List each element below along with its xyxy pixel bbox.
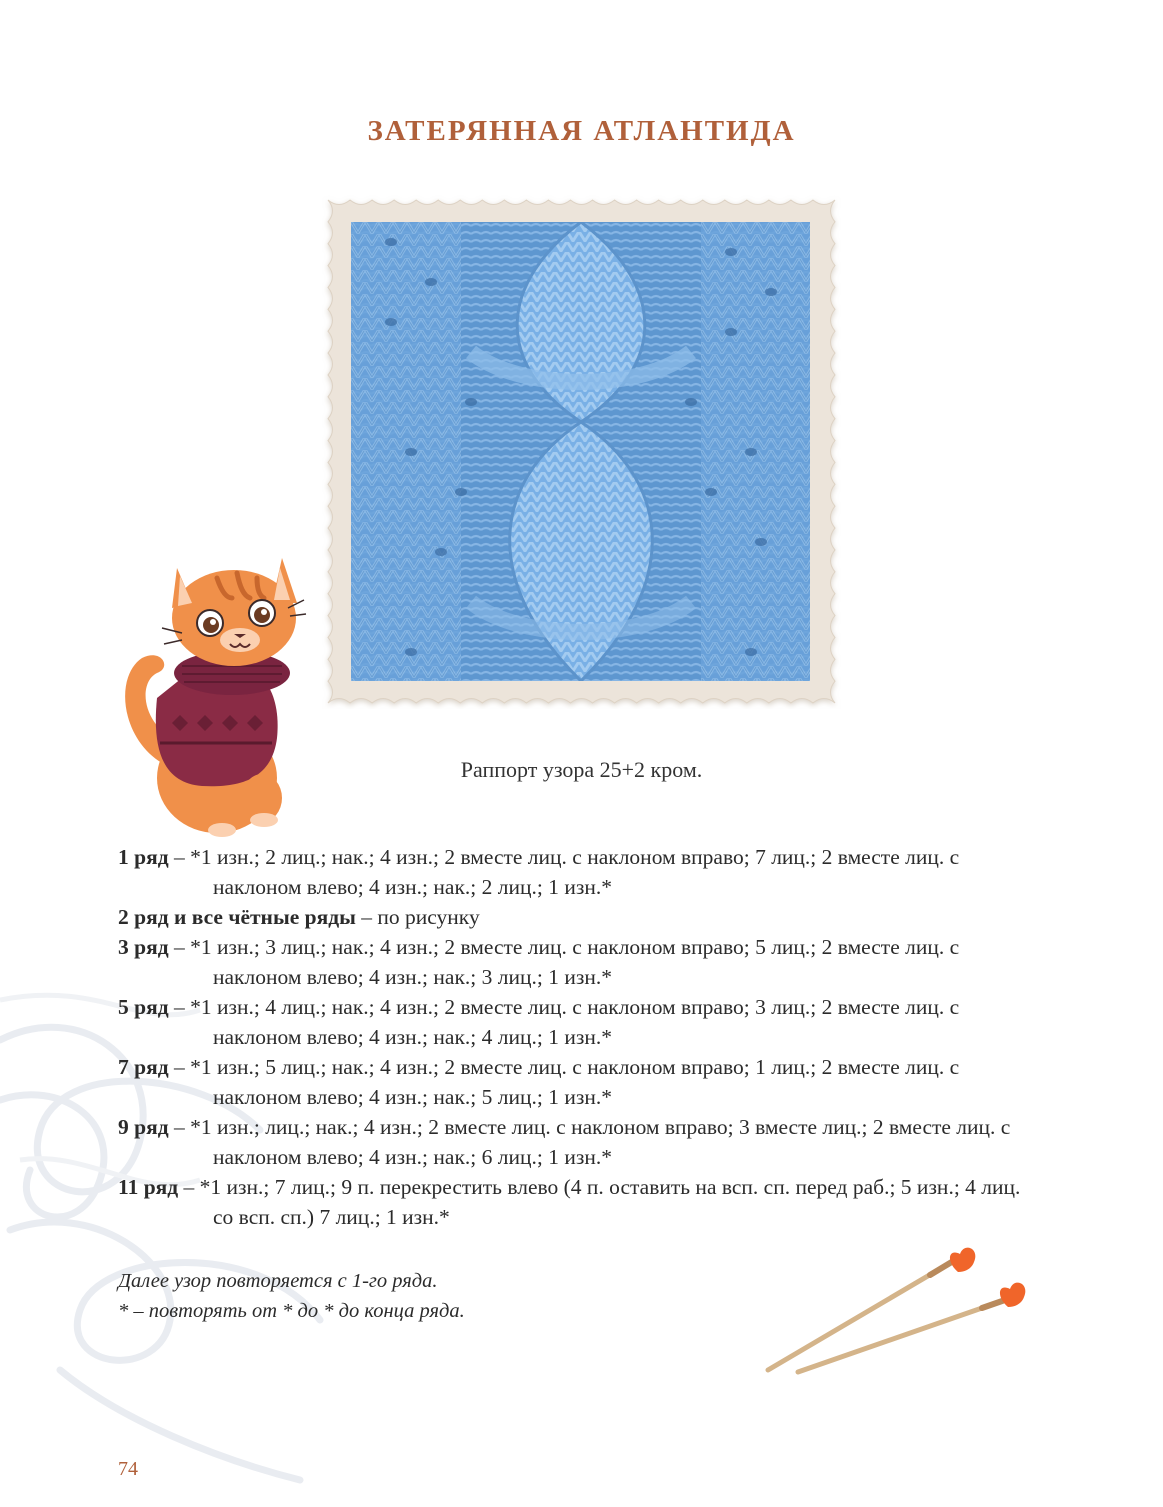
note-repeat: Далее узор повторяется с 1-го ряда. [118, 1270, 438, 1292]
row-separator: – [168, 845, 191, 869]
pattern-repeat-text [0, 757, 1163, 783]
instruction-rows [118, 842, 1038, 1232]
row-separator: – [168, 1055, 191, 1079]
knitting-needles-icon [760, 1240, 1040, 1380]
pattern-notes [118, 1266, 465, 1326]
row-label: 11 ряд [118, 1175, 179, 1199]
instruction-row [118, 842, 1038, 902]
row-text: *1 изн.; лиц.; нак.; 4 изн.; 2 вместе лиц. с наклоном вправо; 3 вместе лиц.; 2 вместе лиц. с наклоном влево; 4 изн.; нак.; 6 лиц.; 1 изн.* [190, 1115, 1011, 1169]
row-separator: – [168, 1115, 191, 1139]
rapport-label: Раппорт узора 25+2 кром. [460, 757, 703, 782]
row-separator: – [168, 935, 191, 959]
row-label: 9 ряд [118, 1115, 169, 1139]
row-text: *1 изн.; 2 лиц.; нак.; 4 изн.; 2 вместе лиц. с наклоном вправо; 7 лиц.; 2 вместе лиц. с наклоном влево; 4 изн.; нак.; 2 лиц.; 1 изн.* [190, 845, 960, 899]
row-text: *1 изн.; 7 лиц.; 9 п. перекрестить влево (4 п. оставить на всп. сп. перед раб.; 5 изн.; 4 лиц. со всп. сп.) 7 лиц.; 1 изн.* [199, 1175, 1021, 1229]
row-label: 1 ряд [118, 845, 169, 869]
row-label: 2 ряд и все чётные ряды [118, 905, 356, 929]
row-text: *1 изн.; 4 лиц.; нак.; 4 изн.; 2 вместе лиц. с наклоном вправо; 3 лиц.; 2 вместе лиц. с наклоном влево; 4 изн.; нак.; 4 лиц.; 1 изн.* [190, 995, 960, 1049]
row-text: по рисунку [377, 905, 480, 929]
row-separator: – [178, 1175, 200, 1199]
page-number: 74 [118, 1458, 138, 1480]
row-separator: – [168, 995, 191, 1019]
row-text: *1 изн.; 5 лиц.; нак.; 4 изн.; 2 вместе лиц. с наклоном вправо; 1 лиц.; 2 вместе лиц. с наклоном влево; 4 изн.; нак.; 5 лиц.; 1 изн.* [190, 1055, 960, 1109]
row-separator: – [355, 905, 378, 929]
row-text: *1 изн.; 3 лиц.; нак.; 4 изн.; 2 вместе лиц. с наклоном вправо; 5 лиц.; 2 вместе лиц. с наклоном влево; 4 изн.; нак.; 3 лиц.; 1 изн.* [190, 935, 960, 989]
instruction-row [118, 1172, 1038, 1232]
instruction-row [118, 932, 1038, 992]
row-label: 3 ряд [118, 935, 169, 959]
row-label: 5 ряд [118, 995, 169, 1019]
instruction-row [118, 902, 1038, 932]
instruction-row [118, 1112, 1038, 1172]
row-label: 7 ряд [118, 1055, 169, 1079]
page-title: ЗАТЕРЯННАЯ АТЛАНТИДА [367, 115, 796, 147]
cat-in-sweater-icon [112, 548, 322, 838]
instruction-row [118, 992, 1038, 1052]
instruction-row [118, 1052, 1038, 1112]
note-asterisk: * – повторять от * до * до конца ряда. [118, 1300, 465, 1322]
knitting-pattern-photo [351, 222, 810, 681]
